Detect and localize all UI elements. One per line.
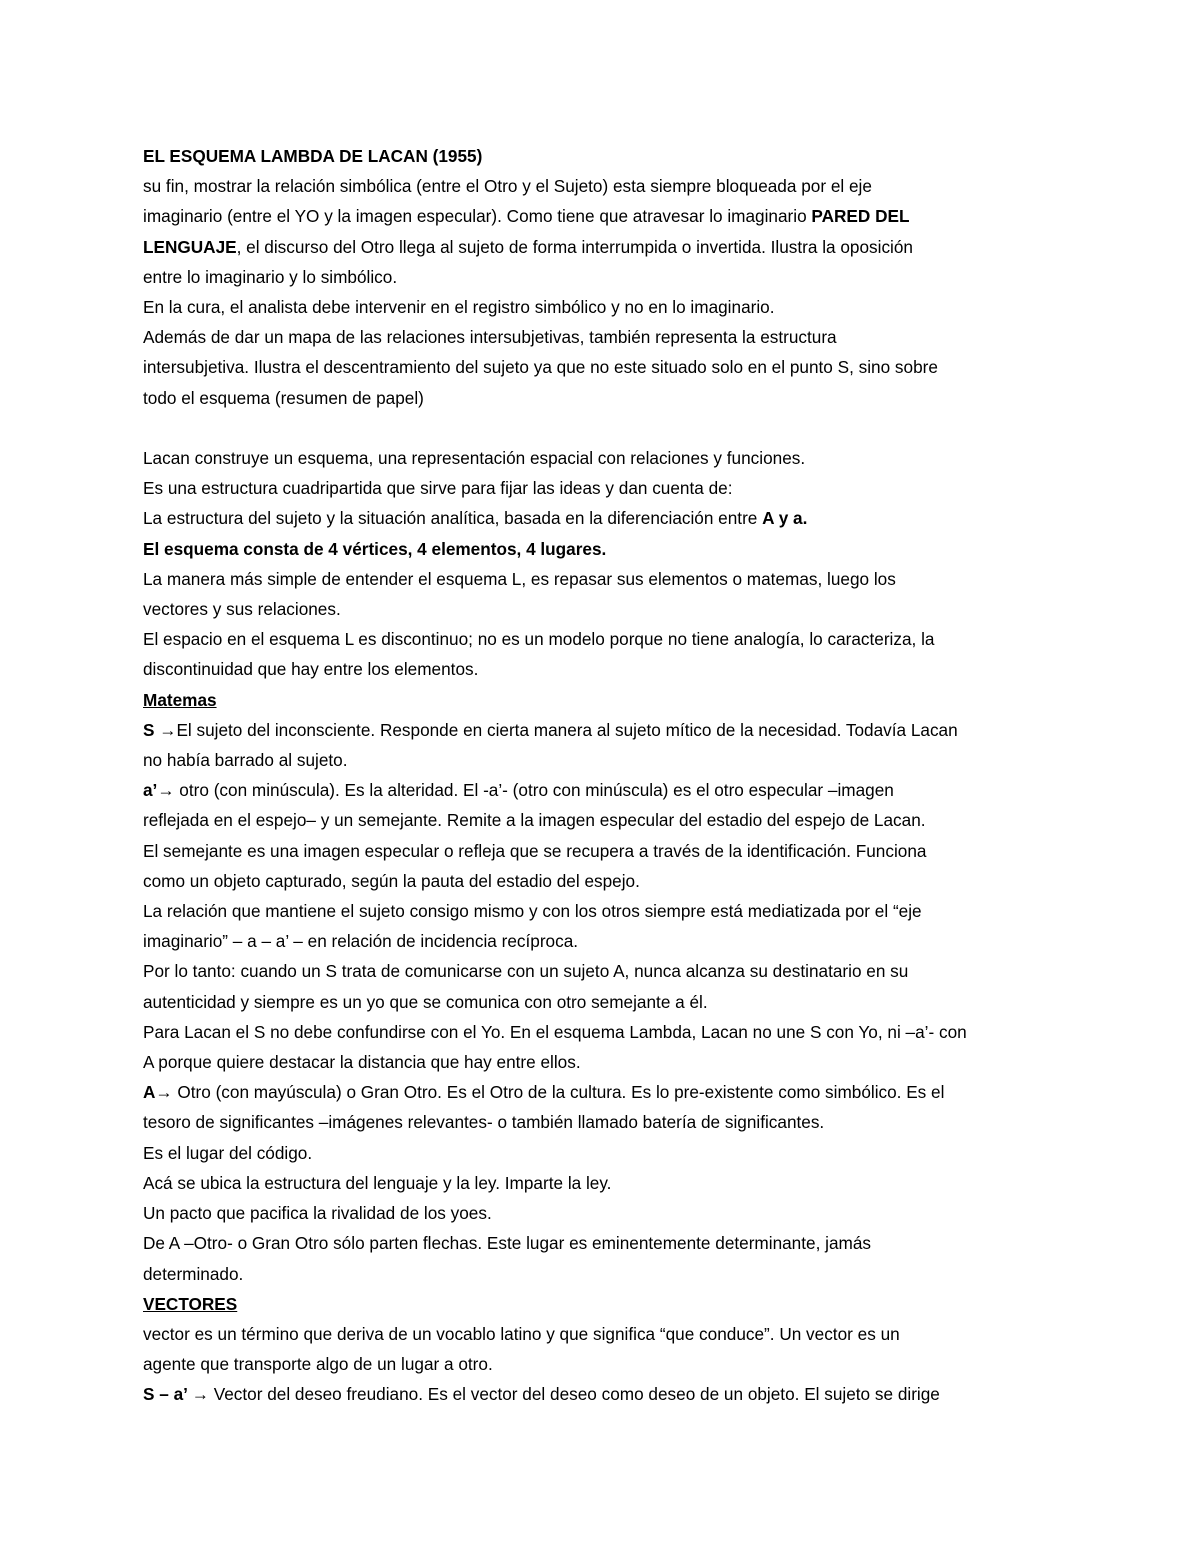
paragraph-line: De A –Otro- o Gran Otro sólo parten flechas. Este lugar es eminentemente determinante, jamás (143, 1233, 871, 1254)
document-page (143, 141, 1073, 1410)
paragraph-line (143, 503, 1073, 533)
paragraph-line (143, 715, 1073, 745)
paragraph-line: A porque quiere destacar la distancia que hay entre ellos. (143, 1052, 581, 1073)
section-heading-vectores: VECTORES (143, 1293, 238, 1314)
bold-text: LENGUAJE (143, 236, 237, 257)
document-title: EL ESQUEMA LAMBDA DE LACAN (1955) (143, 146, 483, 166)
paragraph-line: Además de dar un mapa de las relaciones intersubjetivas, también representa la estructura (143, 327, 837, 348)
bold-text: A→ (143, 1082, 178, 1103)
paragraph-line: El espacio en el esquema L es discontinuo; no es un modelo porque no tiene analogía, lo caracteriza, la (143, 629, 935, 650)
bold-text: A y a. (762, 508, 808, 529)
paragraph-line: vector es un término que deriva de un vocablo latino y que significa “que conduce”. Un vector es un (143, 1323, 900, 1344)
paragraph-line: agente que transporte algo de un lugar a otro. (143, 1354, 493, 1375)
paragraph-line: reflejada en el espejo– y un semejante. Remite a la imagen especular del estadio del espejo de Lacan. (143, 810, 926, 831)
paragraph-line: como un objeto capturado, según la pauta del estadio del espejo. (143, 870, 640, 891)
bold-text: a’→ (143, 780, 180, 801)
paragraph-line: La manera más simple de entender el esquema L, es repasar sus elementos o matemas, luego los (143, 568, 896, 589)
paragraph-line: Por lo tanto: cuando un S trata de comunicarse con un sujeto A, nunca alcanza su destinatario en su (143, 961, 909, 982)
text-run: El sujeto del inconsciente. Responde en cierta manera al sujeto mítico de la necesidad. Todavía Lacan (176, 719, 958, 740)
paragraph-line: El semejante es una imagen especular o refleja que se recupera a través de la identificación. Funciona (143, 840, 927, 861)
paragraph-line: Un pacto que pacifica la rivalidad de los yoes. (143, 1203, 492, 1224)
paragraph-line: determinado. (143, 1263, 244, 1284)
paragraph-line: autenticidad y siempre es un yo que se comunica con otro semejante a él. (143, 991, 708, 1012)
paragraph-line (143, 1379, 1073, 1409)
paragraph-line: no había barrado al sujeto. (143, 750, 348, 771)
paragraph-line (143, 1077, 1073, 1107)
paragraph-line: vectores y sus relaciones. (143, 599, 341, 620)
paragraph-line: discontinuidad que hay entre los elementos. (143, 659, 479, 680)
text-run: imaginario (entre el YO y la imagen especular). Como tiene que atravesar lo imaginario (143, 206, 812, 227)
bold-text: S – a’ → (143, 1384, 214, 1405)
paragraph-line: Es el lugar del código. (143, 1142, 313, 1163)
paragraph-line: entre lo imaginario y lo simbólico. (143, 266, 398, 287)
paragraph-line: tesoro de significantes –imágenes relevantes- o también llamado batería de significantes. (143, 1112, 825, 1133)
text-run: , el discurso del Otro llega al sujeto de forma interrumpida o invertida. Ilustra la oposición (236, 236, 913, 257)
paragraph-line: La relación que mantiene el sujeto consigo mismo y con los otros siempre está mediatizada por el “eje (143, 901, 922, 922)
paragraph-line: Para Lacan el S no debe confundirse con el Yo. En el esquema Lambda, Lacan no une S con Yo, ni –a’- con (143, 1021, 967, 1042)
paragraph-line: intersubjetiva. Ilustra el descentramiento del sujeto ya que no este situado solo en el punto S, sino sobre (143, 357, 938, 378)
paragraph-line: su fin, mostrar la relación simbólica (entre el Otro y el Sujeto) esta siempre bloqueada por el eje (143, 176, 872, 197)
section-heading-matemas: Matemas (143, 689, 217, 710)
text-run: Vector del deseo freudiano. Es el vector del deseo como deseo de un objeto. El sujeto se dirige (213, 1384, 940, 1405)
paragraph-line (143, 201, 1073, 231)
text-run: La estructura del sujeto y la situación analítica, basada en la diferenciación entre (143, 508, 763, 529)
paragraph-line: Es una estructura cuadripartida que sirve para fijar las ideas y dan cuenta de: (143, 478, 733, 499)
paragraph-line: Acá se ubica la estructura del lenguaje y la ley. Imparte la ley. (143, 1172, 612, 1193)
paragraph-line: Lacan construye un esquema, una representación espacial con relaciones y funciones. (143, 448, 806, 469)
blank-line (143, 413, 1073, 443)
paragraph-line: En la cura, el analista debe intervenir en el registro simbólico y no en lo imaginario. (143, 297, 775, 318)
bold-text: PARED DEL (811, 206, 910, 227)
paragraph-line: todo el esquema (resumen de papel) (143, 387, 424, 408)
paragraph-line: imaginario” – a – a’ – en relación de incidencia recíproca. (143, 931, 579, 952)
text-run: Otro (con mayúscula) o Gran Otro. Es el Otro de la cultura. Es lo pre-existente como simbólico. Es el (177, 1082, 945, 1103)
bold-text: S → (143, 719, 177, 740)
paragraph-line (143, 232, 1073, 262)
paragraph-line (143, 775, 1073, 805)
bold-paragraph-line: El esquema consta de 4 vértices, 4 elementos, 4 lugares. (143, 538, 607, 559)
text-run: otro (con minúscula). Es la alteridad. El -a’- (otro con minúscula) es el otro especular –imagen (179, 780, 894, 801)
